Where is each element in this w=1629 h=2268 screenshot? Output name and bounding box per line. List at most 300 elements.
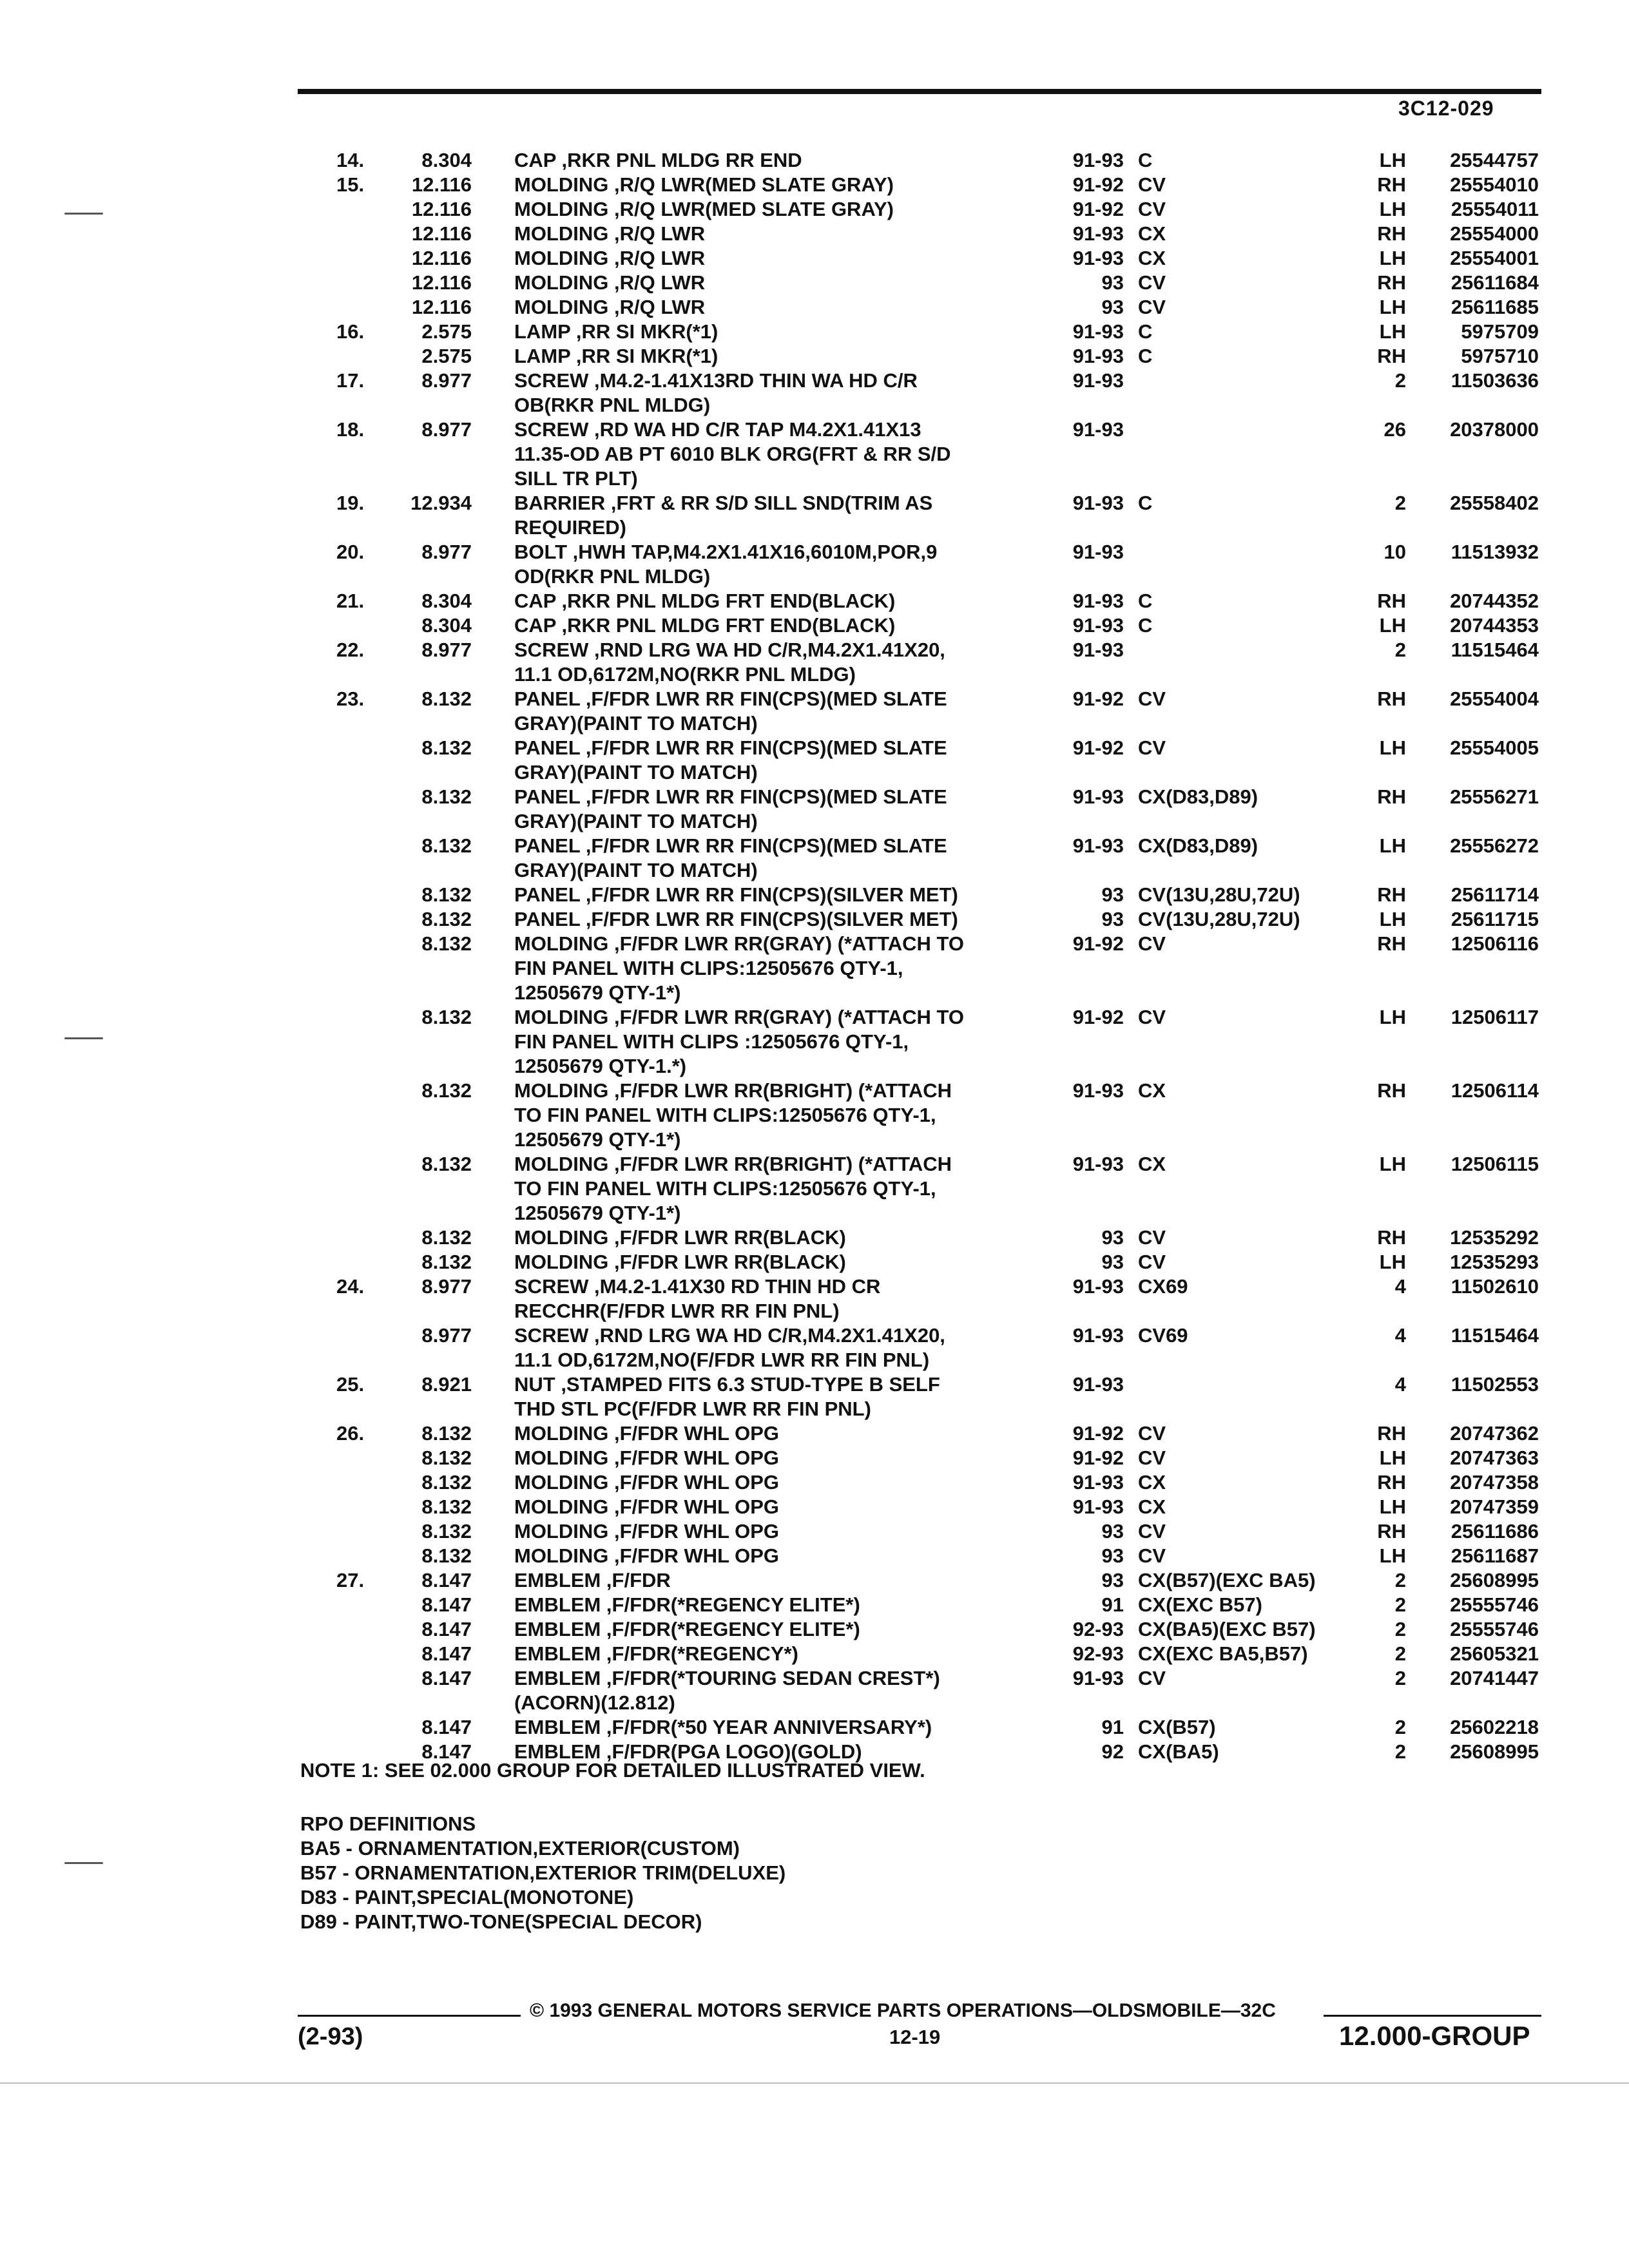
part-description xyxy=(514,1372,1030,1421)
part-number: 25554000 xyxy=(1450,222,1539,245)
group-label: 12.000-GROUP xyxy=(1339,2021,1530,2051)
description-line: BOLT ,HWH TAP,M4.2X1.41X16,6010M,POR,9 xyxy=(514,541,938,563)
years: 91-93 xyxy=(1072,1079,1124,1102)
years: 91-92 xyxy=(1072,173,1124,196)
side-or-qty: LH xyxy=(1379,149,1406,171)
part-row xyxy=(298,834,1541,883)
part-description xyxy=(514,736,1030,785)
part-number: 20744352 xyxy=(1450,590,1539,612)
description-line: GRAY)(PAINT TO MATCH) xyxy=(514,712,758,735)
description-line: EMBLEM ,F/FDR(PGA LOGO)(GOLD) xyxy=(514,1740,862,1763)
part-row xyxy=(298,1421,1541,1446)
description-line: OD(RKR PNL MLDG) xyxy=(514,565,711,588)
years: 91 xyxy=(1101,1716,1124,1738)
group-number: 8.132 xyxy=(421,908,472,930)
part-number: 25605321 xyxy=(1450,1642,1539,1665)
scan-mark xyxy=(64,1862,103,1864)
description-line: GRAY)(PAINT TO MATCH) xyxy=(514,859,758,881)
part-number: 25608995 xyxy=(1450,1740,1539,1763)
footer-rule xyxy=(298,2015,521,2017)
top-rule xyxy=(298,89,1541,94)
part-row xyxy=(298,1225,1541,1250)
part-description xyxy=(514,1666,1030,1715)
part-row xyxy=(298,1152,1541,1225)
part-description xyxy=(514,883,1030,907)
model-code: CV xyxy=(1138,687,1166,710)
description-line: MOLDING ,R/Q LWR(MED SLATE GRAY) xyxy=(514,173,894,196)
part-description xyxy=(514,1470,1030,1495)
side-or-qty: RH xyxy=(1377,271,1406,294)
group-number: 12.116 xyxy=(411,271,472,294)
footer-date: (2-93) xyxy=(298,2023,363,2050)
part-row xyxy=(298,1642,1541,1666)
side-or-qty: LH xyxy=(1379,1251,1406,1273)
side-or-qty: 2 xyxy=(1394,1740,1406,1763)
item-number: 16. xyxy=(336,320,365,343)
part-row xyxy=(298,320,1541,344)
years: 92-93 xyxy=(1072,1618,1124,1640)
part-row xyxy=(298,687,1541,736)
part-row xyxy=(298,222,1541,246)
years: 91-92 xyxy=(1072,687,1124,710)
group-number: 8.132 xyxy=(421,1422,472,1445)
part-description xyxy=(514,785,1030,834)
part-row xyxy=(298,883,1541,907)
group-number: 8.977 xyxy=(421,369,472,392)
item-number: 26. xyxy=(336,1422,365,1445)
item-number: 15. xyxy=(336,173,365,196)
model-code: CV xyxy=(1138,1422,1166,1445)
part-number: 25555746 xyxy=(1450,1593,1539,1616)
model-code: C xyxy=(1138,320,1153,343)
description-line: MOLDING ,R/Q LWR xyxy=(514,247,706,269)
years: 93 xyxy=(1101,1520,1124,1542)
description-line: MOLDING ,F/FDR LWR RR(BRIGHT) (*ATTACH xyxy=(514,1079,952,1102)
description-line: LAMP ,RR SI MKR(*1) xyxy=(514,320,718,343)
model-code: CX xyxy=(1138,1495,1166,1518)
description-line: CAP ,RKR PNL MLDG RR END xyxy=(514,149,802,171)
side-or-qty: 2 xyxy=(1394,1667,1406,1689)
description-line: EMBLEM ,F/FDR(*REGENCY ELITE*) xyxy=(514,1593,860,1616)
part-number: 25558402 xyxy=(1450,492,1539,514)
description-line: 12505679 QTY-1.*) xyxy=(514,1055,687,1077)
group-number: 12.116 xyxy=(411,173,472,196)
description-line: THD STL PC(F/FDR LWR RR FIN PNL) xyxy=(514,1398,871,1420)
part-row xyxy=(298,246,1541,271)
part-row xyxy=(298,491,1541,540)
side-or-qty: 10 xyxy=(1383,541,1406,563)
part-row xyxy=(298,1666,1541,1715)
group-number: 8.132 xyxy=(421,785,472,808)
years: 91-93 xyxy=(1072,1153,1124,1175)
model-code: CX xyxy=(1138,1471,1166,1494)
description-line: MOLDING ,F/FDR LWR RR(GRAY) (*ATTACH TO xyxy=(514,1006,965,1028)
part-description xyxy=(514,418,1030,491)
part-description xyxy=(514,638,1030,687)
part-row xyxy=(298,1593,1541,1617)
years: 93 xyxy=(1101,1226,1124,1249)
group-number: 8.977 xyxy=(421,418,472,441)
model-code: C xyxy=(1138,614,1153,637)
group-number: 12.116 xyxy=(411,296,472,318)
description-line: EMBLEM ,F/FDR xyxy=(514,1569,671,1591)
part-row xyxy=(298,369,1541,418)
description-line: GRAY)(PAINT TO MATCH) xyxy=(514,761,758,783)
group-number: 8.132 xyxy=(421,1006,472,1028)
part-row xyxy=(298,736,1541,785)
description-line: OB(RKR PNL MLDG) xyxy=(514,394,711,416)
description-line: 12505679 QTY-1*) xyxy=(514,981,681,1004)
model-code: CX(B57)(EXC BA5) xyxy=(1138,1569,1316,1591)
rpo-item: BA5 - ORNAMENTATION,EXTERIOR(CUSTOM) xyxy=(300,1837,740,1860)
years: 93 xyxy=(1101,296,1124,318)
group-number: 12.934 xyxy=(410,492,472,514)
part-row xyxy=(298,1250,1541,1274)
model-code: CX xyxy=(1138,247,1166,269)
part-description xyxy=(514,1446,1030,1470)
part-description xyxy=(514,1274,1030,1323)
footer-rule xyxy=(1324,2015,1541,2017)
side-or-qty: 2 xyxy=(1394,369,1406,392)
model-code: C xyxy=(1138,590,1153,612)
description-line: TO FIN PANEL WITH CLIPS:12505676 QTY-1, xyxy=(514,1177,936,1200)
part-row xyxy=(298,1495,1541,1519)
part-description xyxy=(514,1225,1030,1250)
part-number: 5975709 xyxy=(1461,320,1539,343)
years: 91-93 xyxy=(1072,1667,1124,1689)
scan-mark xyxy=(64,1037,103,1039)
part-number: 12506115 xyxy=(1451,1153,1539,1175)
part-row xyxy=(298,932,1541,1005)
part-row xyxy=(298,907,1541,932)
group-number: 12.116 xyxy=(411,198,472,220)
description-line: SCREW ,M4.2-1.41X13RD THIN WA HD C/R xyxy=(514,369,918,392)
description-line: TO FIN PANEL WITH CLIPS:12505676 QTY-1, xyxy=(514,1104,936,1126)
side-or-qty: RH xyxy=(1377,883,1406,906)
side-or-qty: RH xyxy=(1377,222,1406,245)
side-or-qty: 2 xyxy=(1394,1642,1406,1665)
years: 93 xyxy=(1101,1569,1124,1591)
side-or-qty: RH xyxy=(1377,345,1406,367)
description-line: MOLDING ,F/FDR WHL OPG xyxy=(514,1471,780,1494)
side-or-qty: 26 xyxy=(1383,418,1406,441)
rpo-item: D83 - PAINT,SPECIAL(MONOTONE) xyxy=(300,1886,634,1908)
side-or-qty: 4 xyxy=(1394,1324,1406,1347)
part-description xyxy=(514,197,1030,222)
group-number: 8.921 xyxy=(421,1373,472,1396)
item-number: 21. xyxy=(336,590,365,612)
group-number: 8.132 xyxy=(421,1544,472,1567)
years: 91-93 xyxy=(1072,492,1124,514)
years: 91-92 xyxy=(1072,1446,1124,1469)
side-or-qty: LH xyxy=(1379,1495,1406,1518)
years: 91-93 xyxy=(1072,1495,1124,1518)
part-number: 25554011 xyxy=(1451,198,1539,220)
group-number: 8.132 xyxy=(421,1251,472,1273)
page-number: 12-19 xyxy=(889,2026,941,2048)
part-row xyxy=(298,344,1541,369)
description-line: RECCHR(F/FDR LWR RR FIN PNL) xyxy=(514,1300,840,1322)
side-or-qty: LH xyxy=(1379,1446,1406,1469)
description-line: PANEL ,F/FDR LWR RR FIN(CPS)(MED SLATE xyxy=(514,687,947,710)
part-number: 20747359 xyxy=(1450,1495,1539,1518)
item-number: 17. xyxy=(336,369,365,392)
item-number: 22. xyxy=(336,639,365,661)
description-line: MOLDING ,R/Q LWR(MED SLATE GRAY) xyxy=(514,198,894,220)
description-line: SCREW ,RND LRG WA HD C/R,M4.2X1.41X20, xyxy=(514,1324,945,1347)
model-code: CX(EXC BA5,B57) xyxy=(1138,1642,1308,1665)
years: 93 xyxy=(1101,1251,1124,1273)
side-or-qty: LH xyxy=(1379,614,1406,637)
part-number: 25611685 xyxy=(1451,296,1539,318)
side-or-qty: 2 xyxy=(1394,1716,1406,1738)
item-number: 14. xyxy=(336,149,365,171)
part-description xyxy=(514,613,1030,638)
group-number: 8.132 xyxy=(421,1495,472,1518)
part-description xyxy=(514,1617,1030,1642)
group-number: 8.132 xyxy=(421,834,472,857)
description-line: 11.1 OD,6172M,NO(F/FDR LWR RR FIN PNL) xyxy=(514,1349,930,1371)
years: 93 xyxy=(1101,883,1124,906)
years: 91-93 xyxy=(1072,1324,1124,1347)
part-description xyxy=(514,1495,1030,1519)
description-line: MOLDING ,R/Q LWR xyxy=(514,271,706,294)
model-code: CX xyxy=(1138,222,1166,245)
years: 91-92 xyxy=(1072,1006,1124,1028)
part-row xyxy=(298,271,1541,295)
part-row xyxy=(298,1372,1541,1421)
model-code: CV xyxy=(1138,1446,1166,1469)
description-line: PANEL ,F/FDR LWR RR FIN(CPS)(MED SLATE xyxy=(514,834,947,857)
part-description xyxy=(514,1593,1030,1617)
part-description xyxy=(514,295,1030,320)
group-number: 2.575 xyxy=(421,345,472,367)
years: 91-93 xyxy=(1072,222,1124,245)
side-or-qty: RH xyxy=(1377,687,1406,710)
years: 93 xyxy=(1101,908,1124,930)
side-or-qty: LH xyxy=(1379,908,1406,930)
part-description xyxy=(514,687,1030,736)
group-number: 8.132 xyxy=(421,932,472,955)
part-number: 11502610 xyxy=(1451,1275,1539,1298)
part-description xyxy=(514,1152,1030,1225)
group-number: 8.304 xyxy=(421,149,472,171)
model-code: CV(13U,28U,72U) xyxy=(1138,883,1300,906)
side-or-qty: LH xyxy=(1379,1006,1406,1028)
years: 91-93 xyxy=(1072,320,1124,343)
years: 91-92 xyxy=(1072,198,1124,220)
group-number: 8.147 xyxy=(421,1569,472,1591)
item-number: 23. xyxy=(336,687,365,710)
model-code: C xyxy=(1138,492,1153,514)
description-line: SILL TR PLT) xyxy=(514,467,638,490)
side-or-qty: 2 xyxy=(1394,639,1406,661)
side-or-qty: LH xyxy=(1379,296,1406,318)
description-line: REQUIRED) xyxy=(514,516,626,539)
part-row xyxy=(298,148,1541,173)
group-number: 8.147 xyxy=(421,1716,472,1738)
group-number: 8.132 xyxy=(421,736,472,759)
years: 91-93 xyxy=(1072,834,1124,857)
group-number: 8.132 xyxy=(421,1226,472,1249)
part-row xyxy=(298,1470,1541,1495)
part-description xyxy=(514,1544,1030,1568)
group-number: 8.304 xyxy=(421,590,472,612)
part-number: 5975710 xyxy=(1461,345,1539,367)
item-number: 20. xyxy=(336,541,365,563)
description-line: PANEL ,F/FDR LWR RR FIN(CPS)(MED SLATE xyxy=(514,736,947,759)
description-line: BARRIER ,FRT & RR S/D SILL SND(TRIM AS xyxy=(514,492,933,514)
description-line: GRAY)(PAINT TO MATCH) xyxy=(514,810,758,832)
part-number: 25608995 xyxy=(1450,1569,1539,1591)
description-line: MOLDING ,F/FDR LWR RR(BLACK) xyxy=(514,1251,846,1273)
part-description xyxy=(514,1323,1030,1372)
side-or-qty: 2 xyxy=(1394,1593,1406,1616)
side-or-qty: LH xyxy=(1379,1153,1406,1175)
part-description xyxy=(514,1715,1030,1740)
group-number: 8.132 xyxy=(421,883,472,906)
description-line: EMBLEM ,F/FDR(*REGENCY ELITE*) xyxy=(514,1618,860,1640)
group-number: 12.116 xyxy=(411,222,472,245)
years: 91-92 xyxy=(1072,736,1124,759)
part-row xyxy=(298,418,1541,491)
part-description xyxy=(514,540,1030,589)
description-line: PANEL ,F/FDR LWR RR FIN(CPS)(SILVER MET) xyxy=(514,908,958,930)
description-line: EMBLEM ,F/FDR(*TOURING SEDAN CREST*) xyxy=(514,1667,940,1689)
part-number: 25611684 xyxy=(1451,271,1539,294)
model-code: CV(13U,28U,72U) xyxy=(1138,908,1300,930)
part-description xyxy=(514,1250,1030,1274)
part-row xyxy=(298,173,1541,197)
years: 91-93 xyxy=(1072,345,1124,367)
side-or-qty: RH xyxy=(1377,1226,1406,1249)
years: 92 xyxy=(1101,1740,1124,1763)
part-number: 25554001 xyxy=(1450,247,1539,269)
part-number: 12535293 xyxy=(1450,1251,1539,1273)
part-number: 20747362 xyxy=(1450,1422,1539,1445)
part-number: 11503636 xyxy=(1451,369,1539,392)
part-row xyxy=(298,1079,1541,1152)
model-code: CV xyxy=(1138,1006,1166,1028)
parts-list xyxy=(298,148,1541,1764)
description-line: MOLDING ,F/FDR WHL OPG xyxy=(514,1495,780,1518)
part-number: 20741447 xyxy=(1450,1667,1539,1689)
part-number: 25556272 xyxy=(1450,834,1539,857)
part-row xyxy=(298,1005,1541,1079)
years: 93 xyxy=(1101,271,1124,294)
part-row xyxy=(298,638,1541,687)
side-or-qty: RH xyxy=(1377,932,1406,955)
description-line: CAP ,RKR PNL MLDG FRT END(BLACK) xyxy=(514,590,896,612)
model-code: CX(D83,D89) xyxy=(1138,785,1258,808)
part-description xyxy=(514,369,1030,418)
part-row xyxy=(298,1568,1541,1593)
part-number: 12506117 xyxy=(1451,1006,1539,1028)
group-number: 12.116 xyxy=(411,247,472,269)
part-number: 11515464 xyxy=(1451,639,1539,661)
group-number: 8.132 xyxy=(421,1471,472,1494)
description-line: 11.35-OD AB PT 6010 BLK ORG(FRT & RR S/D xyxy=(514,443,951,465)
side-or-qty: LH xyxy=(1379,247,1406,269)
part-number: 11515464 xyxy=(1451,1324,1539,1347)
model-code: CV xyxy=(1138,271,1166,294)
item-number: 25. xyxy=(336,1373,365,1396)
part-description xyxy=(514,271,1030,295)
years: 91-93 xyxy=(1072,247,1124,269)
description-line: 12505679 QTY-1*) xyxy=(514,1202,681,1224)
description-line: CAP ,RKR PNL MLDG FRT END(BLACK) xyxy=(514,614,896,637)
part-number: 12535292 xyxy=(1450,1226,1539,1249)
model-code: CV xyxy=(1138,736,1166,759)
part-description xyxy=(514,246,1030,271)
part-number: 25556271 xyxy=(1450,785,1539,808)
part-description xyxy=(514,1421,1030,1446)
model-code: CX69 xyxy=(1138,1275,1188,1298)
part-number: 25554010 xyxy=(1450,173,1539,196)
part-row xyxy=(298,1274,1541,1323)
part-description xyxy=(514,344,1030,369)
part-row xyxy=(298,1446,1541,1470)
group-number: 8.132 xyxy=(421,1079,472,1102)
model-code: CX(D83,D89) xyxy=(1138,834,1258,857)
description-line: MOLDING ,F/FDR LWR RR(BRIGHT) (*ATTACH xyxy=(514,1153,952,1175)
part-number: 20747363 xyxy=(1450,1446,1539,1469)
description-line: SCREW ,RND LRG WA HD C/R,M4.2X1.41X20, xyxy=(514,639,945,661)
years: 91-93 xyxy=(1072,418,1124,441)
scan-mark xyxy=(64,213,103,215)
rpo-title: RPO DEFINITIONS xyxy=(300,1812,476,1835)
description-line: 11.1 OD,6172M,NO(RKR PNL MLDG) xyxy=(514,663,856,686)
part-number: 12506114 xyxy=(1451,1079,1539,1102)
model-code: CX(B57) xyxy=(1138,1716,1216,1738)
years: 91-93 xyxy=(1072,590,1124,612)
description-line: MOLDING ,F/FDR WHL OPG xyxy=(514,1422,780,1445)
model-code: CV xyxy=(1138,932,1166,955)
model-code: CV xyxy=(1138,1667,1166,1689)
copyright: © 1993 GENERAL MOTORS SERVICE PARTS OPERATIONS—OLDSMOBILE—32C xyxy=(530,2000,1276,2021)
group-number: 8.977 xyxy=(421,639,472,661)
side-or-qty: 2 xyxy=(1394,1569,1406,1591)
part-row xyxy=(298,785,1541,834)
description-line: MOLDING ,F/FDR LWR RR(GRAY) (*ATTACH TO xyxy=(514,932,965,955)
part-description xyxy=(514,1005,1030,1079)
model-code: CV xyxy=(1138,296,1166,318)
item-number: 18. xyxy=(336,418,365,441)
description-line: PANEL ,F/FDR LWR RR FIN(CPS)(MED SLATE xyxy=(514,785,947,808)
part-number: 20744353 xyxy=(1450,614,1539,637)
part-row xyxy=(298,1323,1541,1372)
years: 91-93 xyxy=(1072,614,1124,637)
part-number: 25554005 xyxy=(1450,736,1539,759)
side-or-qty: RH xyxy=(1377,1422,1406,1445)
description-line: EMBLEM ,F/FDR(*50 YEAR ANNIVERSARY*) xyxy=(514,1716,932,1738)
description-line: PANEL ,F/FDR LWR RR FIN(CPS)(SILVER MET) xyxy=(514,883,958,906)
part-number: 25544757 xyxy=(1450,149,1539,171)
group-number: 8.132 xyxy=(421,1446,472,1469)
model-code: CX xyxy=(1138,1079,1166,1102)
model-code: CV69 xyxy=(1138,1324,1188,1347)
years: 91-93 xyxy=(1072,1373,1124,1396)
side-or-qty: RH xyxy=(1377,1471,1406,1494)
part-description xyxy=(514,1568,1030,1593)
rpo-definitions xyxy=(300,1812,786,1934)
description-line: MOLDING ,F/FDR WHL OPG xyxy=(514,1446,780,1469)
group-number: 8.147 xyxy=(421,1740,472,1763)
part-description xyxy=(514,834,1030,883)
group-number: 8.147 xyxy=(421,1618,472,1640)
part-description xyxy=(514,589,1030,613)
group-number: 8.977 xyxy=(421,541,472,563)
